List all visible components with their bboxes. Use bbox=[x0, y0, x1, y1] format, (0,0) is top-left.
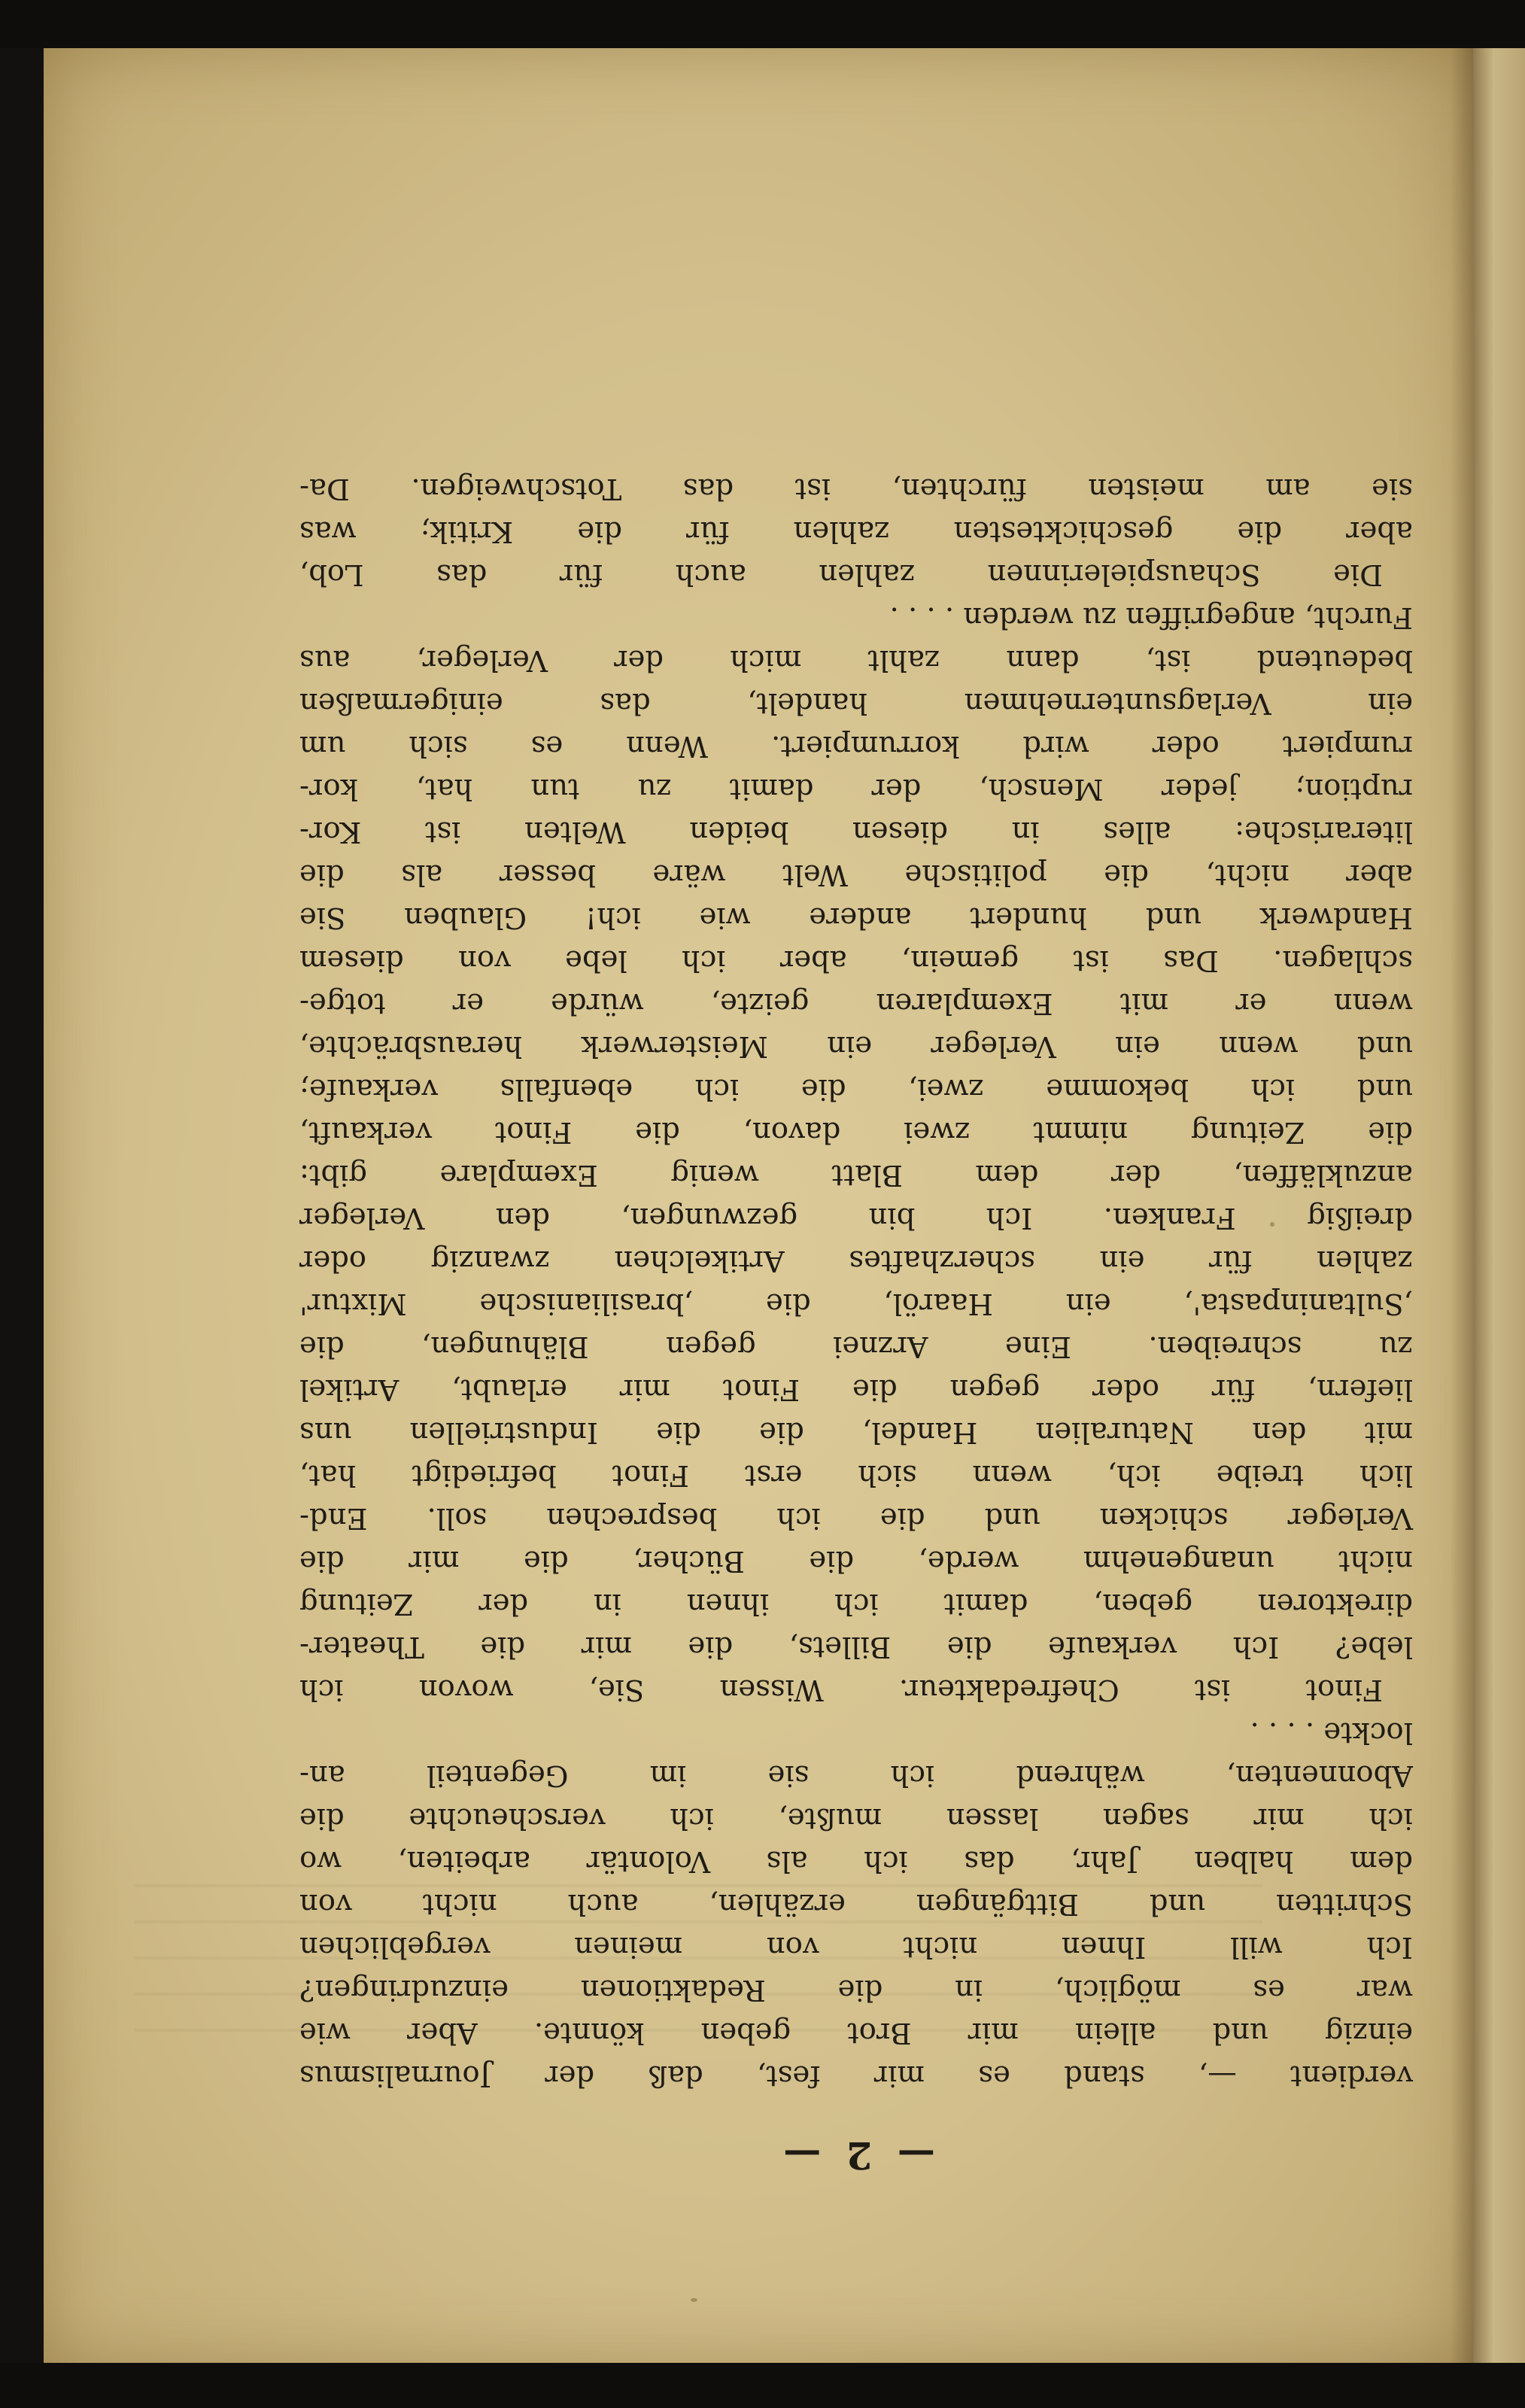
page-gutter bbox=[1451, 48, 1473, 2363]
text-line: lebe? Ich verkaufe die Billets, die mir die Theater- bbox=[299, 1630, 1413, 1664]
text-line: Ich will Ihnen nicht von meinen vergeblichen bbox=[299, 1930, 1413, 1964]
text-line: direktoren geben, damit ich ihnen in der Zeitung bbox=[299, 1587, 1413, 1621]
text-line: einzig und allein mir Brot geben könnte. Aber wie bbox=[299, 2016, 1413, 2050]
text-line: ein Verlagsunternehmen handelt, das einigermaßen bbox=[299, 686, 1413, 720]
book-page bbox=[44, 48, 1473, 2363]
text-line: lich treibe ich, wenn sich erst Finot befriedigt hat, bbox=[299, 1458, 1413, 1492]
paper-speck bbox=[691, 2298, 697, 2302]
text-line: wenn er mit Exemplaren geizte, würde er totge- bbox=[299, 987, 1413, 1020]
paragraph-1 bbox=[299, 1711, 1413, 2097]
text-line: und wenn ein Verleger ein Meisterwerk herausbrächte, bbox=[299, 1029, 1413, 1063]
text-line: Finot ist Chefredakteur. Wissen Sie, wovon ich bbox=[299, 1673, 1383, 1707]
text-line: dreißig Franken. Ich bin gezwungen, den Verleger bbox=[299, 1201, 1413, 1235]
text-line: aber die geschicktesten zahlen für die Kritik; was bbox=[299, 515, 1413, 549]
text-line: liefern, für oder gegen die Finot mir erlaubt, Artikel bbox=[299, 1373, 1413, 1406]
text-line: anzukläffen, der dem Blatt wenig Exemplare gibt: bbox=[299, 1158, 1413, 1192]
scan-background-top bbox=[0, 0, 1525, 48]
text-line: war es möglich, in die Redaktionen einzudringen? bbox=[299, 1973, 1413, 2007]
text-line: schlagen. Das ist gemein, aber ich lebe von diesem bbox=[299, 944, 1413, 977]
text-line: zu schreiben. Eine Arznei gegen Blähungen, die bbox=[299, 1330, 1413, 1364]
text-line: Schritten und Bittgängen erzählen, auch nicht von bbox=[299, 1887, 1413, 1921]
text-line: verdient —, stand es mir fest, daß der Journalismus bbox=[299, 2059, 1413, 2093]
text-line: literarische: alles in diesen beiden Welten ist Kor- bbox=[299, 815, 1413, 849]
text-line: ich mir sagen lassen mußte, ich verscheuchte die bbox=[299, 1801, 1413, 1835]
text-line: lockte . . . . bbox=[1250, 1716, 1413, 1750]
text-line: rumpiert oder wird korrumpiert. Wenn es sich um bbox=[299, 729, 1413, 763]
text-line: Furcht, angegriffen zu werden . . . . bbox=[889, 600, 1413, 634]
adjacent-page-edge bbox=[1473, 48, 1525, 2363]
text-line: Abonnenten, während ich sie im Gegenteil an- bbox=[299, 1759, 1413, 1792]
paragraph-3 bbox=[299, 467, 1413, 596]
text-line: zahlen für ein scherzhaftes Artikelchen zwanzig oder bbox=[299, 1244, 1413, 1278]
page-number: — 2 — bbox=[777, 2133, 935, 2178]
text-line: aber nicht, die politische Welt wäre besser als die bbox=[299, 858, 1413, 892]
text-line: Die Schauspielerinnen zahlen auch für das Lob, bbox=[299, 558, 1383, 591]
text-line: die Zeitung nimmt zwei davon, die Finot verkauft, bbox=[299, 1115, 1413, 1149]
text-line: mit den Naturalien Handel, die die Industriellen uns bbox=[299, 1415, 1413, 1449]
text-line: und ich bekomme zwei, die ich ebenfalls verkaufe; bbox=[299, 1072, 1413, 1106]
paragraph-2 bbox=[299, 596, 1413, 1711]
text-line: sie am meisten fürchten, ist das Totschweigen. Da- bbox=[299, 472, 1413, 506]
text-line: ‚Sultaninpasta', ein Haaröl, die ‚brasilianische Mixtur' bbox=[299, 1287, 1413, 1321]
text-line: bedeutend ist, dann zahlt mich der Verleger, aus bbox=[299, 643, 1413, 677]
text-line: ruption; jeder Mensch, der damit zu tun hat, kor- bbox=[299, 772, 1413, 806]
text-line: dem halben Jahr, das ich als Volontär arbeiten, wo bbox=[299, 1844, 1413, 1878]
text-line: Verleger schicken und die ich besprechen soll. End- bbox=[299, 1501, 1413, 1535]
scan-background-bottom bbox=[0, 2363, 1525, 2408]
rotated-text-block bbox=[299, 319, 1413, 2178]
text-line: nicht unangenehm werde, die Bücher, die mir die bbox=[299, 1544, 1413, 1578]
text-line: Handwerk und hundert andere wie ich! Glauben Sie bbox=[299, 901, 1413, 935]
